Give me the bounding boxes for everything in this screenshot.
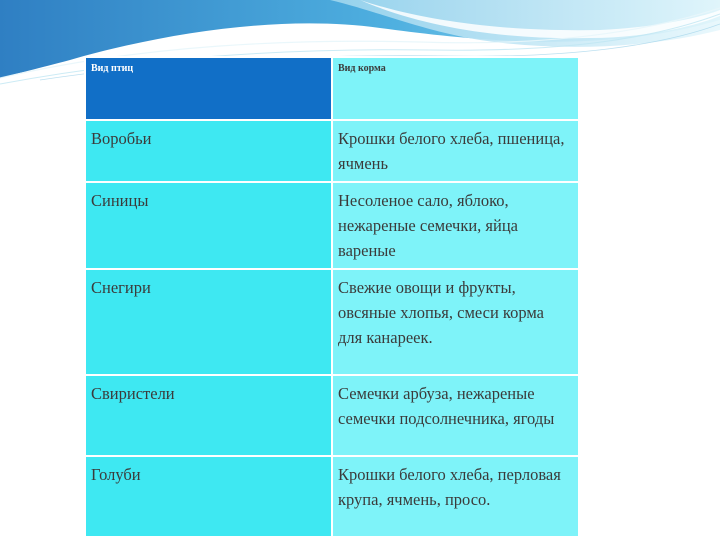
bird-cell: Голуби bbox=[85, 456, 332, 537]
bird-cell: Снегири bbox=[85, 269, 332, 375]
bird-cell: Воробьи bbox=[85, 120, 332, 182]
food-cell: Свежие овощи и фрукты, овсяные хлопья, смеси корма для канареек. bbox=[332, 269, 579, 375]
table-row bbox=[85, 269, 579, 375]
table-header-row bbox=[85, 57, 579, 120]
bird-cell: Синицы bbox=[85, 182, 332, 269]
food-cell: Крошки белого хлеба, пшеница, ячмень bbox=[332, 120, 579, 182]
food-cell: Несоленое сало, яблоко, нежареные семечки, яйца вареные bbox=[332, 182, 579, 269]
bird-food-table-container bbox=[84, 56, 580, 538]
table-row bbox=[85, 182, 579, 269]
bird-food-table bbox=[84, 56, 580, 538]
food-cell: Крошки белого хлеба, перловая крупа, ячмень, просо. bbox=[332, 456, 579, 537]
table-row bbox=[85, 456, 579, 537]
food-cell: Семечки арбуза, нежареные семечки подсолнечника, ягоды bbox=[332, 375, 579, 456]
table-row bbox=[85, 375, 579, 456]
header-food-type: Вид корма bbox=[332, 57, 579, 120]
table-row bbox=[85, 120, 579, 182]
bird-cell: Свиристели bbox=[85, 375, 332, 456]
header-bird-type: Вид птиц bbox=[85, 57, 332, 120]
